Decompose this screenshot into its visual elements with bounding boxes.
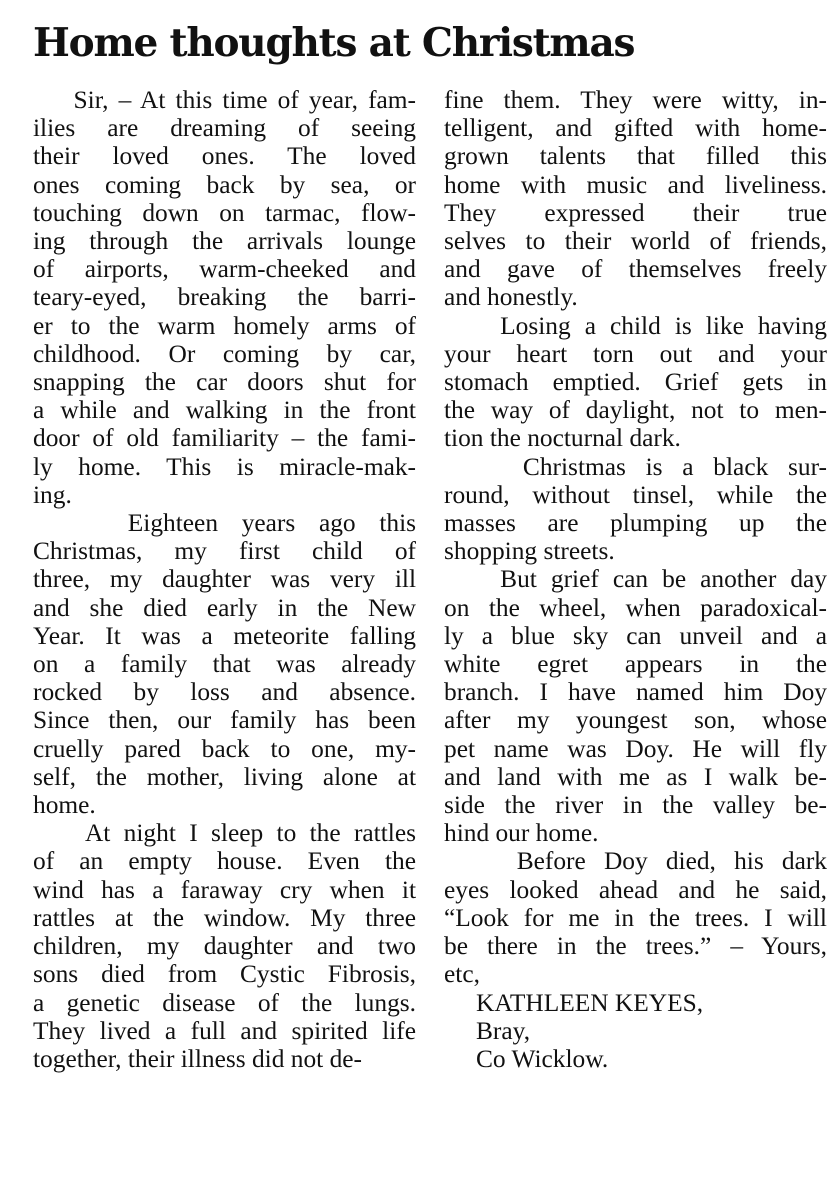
text-line: ing through the arrivals lounge	[33, 227, 416, 256]
column-left	[33, 86, 416, 1073]
text-line: of airports, warm-cheeked and	[33, 255, 416, 284]
text-line: touching down on tarmac, flow-	[33, 198, 416, 227]
signature-line: Bray,	[476, 1016, 531, 1045]
headline: Home thoughts at Christmas	[33, 20, 635, 66]
text-line: your heart torn out and your	[444, 339, 827, 368]
text-line: er to the warm homely arms of	[33, 311, 416, 340]
text-line: Christmas is a black sur-	[444, 452, 827, 481]
text-line: ilies are dreaming of seeing	[33, 114, 416, 143]
text-line: home with music and liveliness.	[444, 170, 827, 199]
paragraph	[444, 312, 827, 453]
text-line: wind has a faraway cry when it	[33, 875, 416, 904]
text-line: a genetic disease of the lungs.	[33, 988, 416, 1017]
text-line: side the river in the valley be-	[444, 791, 827, 820]
column-right-body	[444, 86, 827, 989]
paragraph	[33, 819, 416, 1073]
text-line: be there in the trees.” – Yours,	[444, 932, 827, 961]
text-line: fine them. They were witty, in-	[444, 86, 827, 114]
text-line: Sir, – At this time of year, fam-	[33, 86, 416, 114]
text-line: selves to their world of friends,	[444, 227, 827, 256]
text-line: pet name was Doy. He will fly	[444, 734, 827, 763]
text-line: Losing a child is like having	[444, 311, 827, 340]
text-line: They expressed their true	[444, 198, 827, 227]
text-line: Year. It was a meteorite falling	[33, 621, 416, 650]
text-line: their loved ones. The loved	[33, 142, 416, 171]
text-line: At night I sleep to the rattles	[33, 819, 416, 848]
paragraph	[444, 453, 827, 566]
text-line: children, my daughter and two	[33, 932, 416, 961]
text-line: They lived a full and spirited life	[33, 1016, 416, 1045]
text-line: teary-eyed, breaking the barri-	[33, 283, 416, 312]
text-line: three, my daughter was very ill	[33, 565, 416, 594]
text-line: on the wheel, when paradoxical-	[444, 593, 827, 622]
text-line: ing.	[33, 480, 72, 509]
paragraph	[33, 509, 416, 819]
text-line: eyes looked ahead and he said,	[444, 875, 827, 904]
text-line: childhood. Or coming by car,	[33, 339, 416, 368]
text-line: masses are plumping up the	[444, 509, 827, 538]
text-line: shopping streets.	[444, 537, 615, 566]
signature-block	[444, 989, 827, 1074]
text-line: the way of daylight, not to men-	[444, 396, 827, 425]
text-line: self, the mother, living alone at	[33, 762, 416, 791]
text-line: etc,	[444, 960, 480, 989]
text-line: grown talents that filled this	[444, 142, 827, 171]
text-line: ly home. This is miracle-mak-	[33, 452, 416, 481]
text-line: snapping the car doors shut for	[33, 368, 416, 397]
text-line: Since then, our family has been	[33, 706, 416, 735]
text-line: tion the nocturnal dark.	[444, 424, 681, 453]
signature-line: KATHLEEN KEYES,	[476, 988, 704, 1017]
text-line: rocked by loss and absence.	[33, 678, 416, 707]
text-line: and she died early in the New	[33, 593, 416, 622]
text-line: Before Doy died, his dark	[444, 847, 827, 876]
paragraph	[444, 847, 827, 988]
text-line: hind our home.	[444, 819, 599, 848]
paragraph	[444, 565, 827, 847]
text-line: round, without tinsel, while the	[444, 480, 827, 509]
text-line: and gave of themselves freely	[444, 255, 827, 284]
text-line: “Look for me in the trees. I will	[444, 903, 827, 932]
paragraph	[33, 86, 416, 509]
text-line: But grief can be another day	[444, 565, 827, 594]
text-line: white egret appears in the	[444, 650, 827, 679]
text-line: a while and walking in the front	[33, 396, 416, 425]
text-line: of an empty house. Even the	[33, 847, 416, 876]
text-line: together, their illness did not de-	[33, 1044, 362, 1073]
text-line: Christmas, my first child of	[33, 537, 416, 566]
text-line: and honestly.	[444, 283, 578, 312]
text-line: telligent, and gifted with home-	[444, 114, 827, 143]
paragraph	[444, 86, 827, 312]
column-right	[444, 86, 827, 1073]
text-line: stomach emptied. Grief gets in	[444, 368, 827, 397]
text-line: sons died from Cystic Fibrosis,	[33, 960, 416, 989]
text-line: branch. I have named him Doy	[444, 678, 827, 707]
signature-line: Co Wicklow.	[476, 1044, 609, 1073]
signature	[444, 989, 827, 1074]
text-line: home.	[33, 791, 96, 820]
text-line: Eighteen years ago this	[33, 509, 416, 538]
text-line: rattles at the window. My three	[33, 903, 416, 932]
text-line: ones coming back by sea, or	[33, 170, 416, 199]
text-line: cruelly pared back to one, my-	[33, 734, 416, 763]
text-line: and land with me as I walk be-	[444, 762, 827, 791]
text-line: on a family that was already	[33, 650, 416, 679]
text-line: ly a blue sky can unveil and a	[444, 621, 827, 650]
text-line: after my youngest son, whose	[444, 706, 827, 735]
article-columns	[33, 86, 827, 1073]
text-line: door of old familiarity – the fami-	[33, 424, 416, 453]
